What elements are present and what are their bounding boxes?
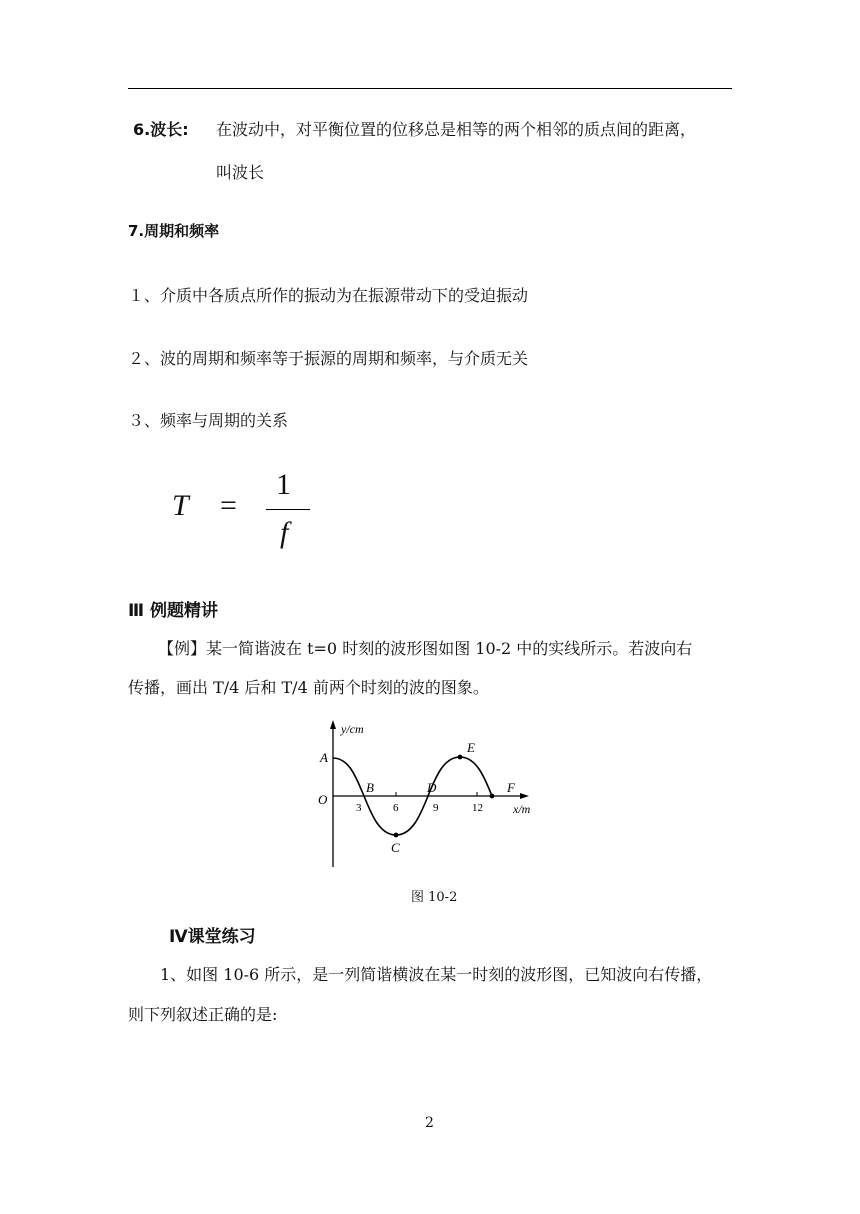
fraction-bar	[266, 509, 310, 510]
section6-text-line1: 在波动中，对平衡位置的位移总是相等的两个相邻的质点间的距离，	[216, 120, 697, 139]
label-f: F	[507, 780, 515, 795]
formula-lhs: T	[172, 489, 189, 522]
x-tick-label-3: 3	[356, 802, 362, 814]
wave-figure	[300, 712, 560, 882]
q1-line2: 则下列叙述正确的是:	[128, 1005, 278, 1024]
x-tick-label-6: 6	[393, 802, 399, 814]
point-f	[490, 794, 495, 799]
label-a: A	[320, 750, 328, 765]
x-axis-label: x/m	[513, 802, 531, 816]
point-c	[394, 833, 399, 838]
header-rule	[128, 88, 732, 89]
section7-title: 7.周期和频率	[128, 222, 220, 240]
point-e	[458, 755, 463, 760]
section4-title: Ⅳ课堂练习	[169, 927, 256, 947]
page-number: 2	[425, 1115, 434, 1131]
section6-text-line2: 叫波长	[216, 163, 265, 182]
y-axis-label: y/cm	[341, 722, 364, 736]
formula-equals: =	[220, 489, 237, 522]
formula-denominator: f	[280, 516, 289, 549]
formula-numerator: 1	[276, 468, 291, 501]
section3-title: Ⅲ 例题精讲	[128, 601, 218, 621]
label-c: C	[391, 840, 400, 855]
label-e: E	[467, 740, 475, 755]
x-tick-label-9: 9	[433, 802, 439, 814]
section7-item2: ２、波的周期和频率等于振源的周期和频率，与介质无关	[128, 349, 529, 368]
example-line1: 【例】某一简谐波在 t=0 时刻的波形图如图 10-2 中的实线所示。若波向右	[158, 639, 693, 658]
y-axis-arrow	[330, 720, 336, 729]
section6-label: 6.波长:	[133, 120, 189, 139]
figure-caption: 图 10-2	[411, 890, 458, 905]
x-tick-label-12: 12	[472, 802, 483, 814]
q1-line1: 1、如图 10-6 所示，是一列简谐横波在某一时刻的波形图，已知波向右传播，	[160, 965, 713, 984]
label-b: B	[366, 780, 374, 795]
label-d: D	[427, 780, 437, 795]
x-axis-arrow	[520, 793, 529, 799]
origin-label: O	[318, 792, 328, 807]
section7-item3: ３、频率与周期的关系	[128, 411, 289, 430]
section7-item1: １、介质中各质点所作的振动为在振源带动下的受迫振动	[128, 286, 529, 305]
example-line2: 传播，画出 T/4 后和 T/4 前两个时刻的波的图象。	[128, 678, 489, 697]
